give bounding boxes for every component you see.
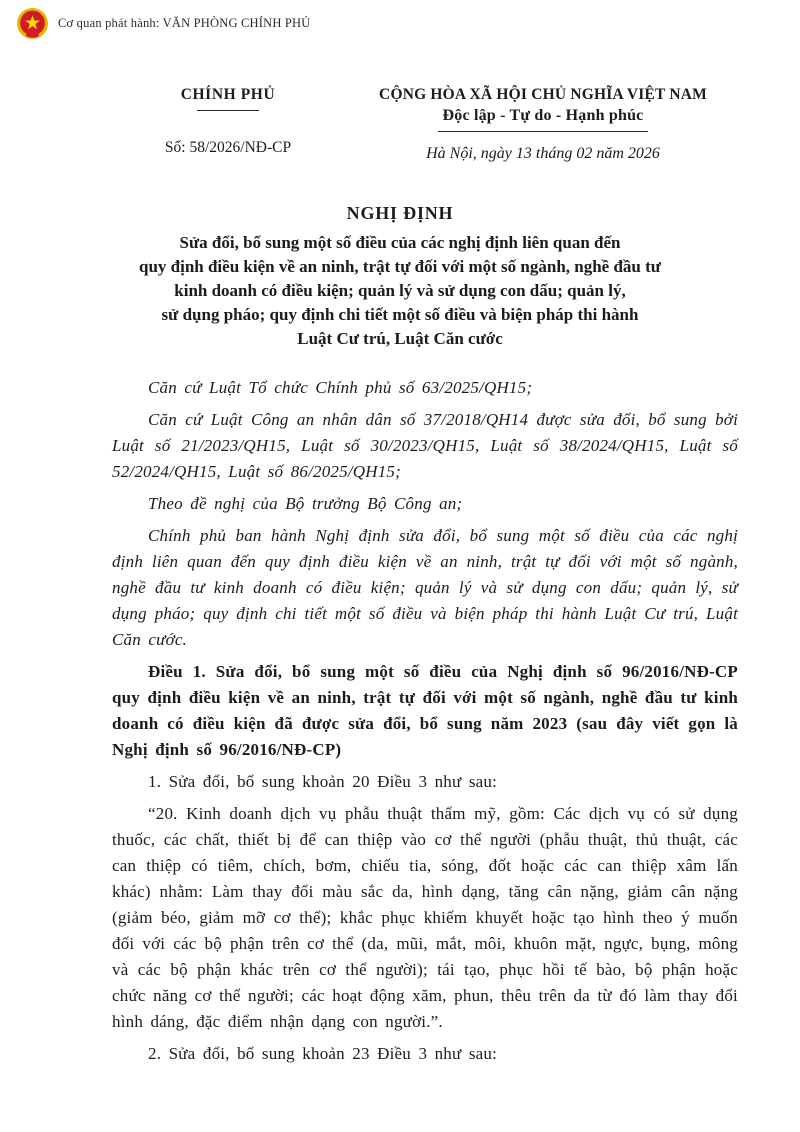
subject-line: kinh doanh có điều kiện; quản lý và sử dụng con dấu; quản lý, [174,281,626,300]
preamble-paragraph: Theo đề nghị của Bộ trưởng Bộ Công an; [148,494,463,513]
subject-line: Sửa đổi, bổ sung một số điều của các nghị định liên quan đến [179,233,621,252]
national-motto: Độc lập - Tự do - Hạnh phúc [442,107,644,124]
authority-underline [197,110,259,111]
clause-1-intro: 1. Sửa đổi, bổ sung khoản 20 Điều 3 như sau: [148,772,498,791]
document-subject [0,231,800,351]
article-1-heading: Điều 1. Sửa đổi, bổ sung một số điều của Nghị định số 96/2016/NĐ-CP quy định điều kiện về an ninh, trật tự đối với một số ngành, nghề đầu tư kinh doanh có điều kiện đã được sửa đổi, bổ sung năm 2023 (sau đây viết gọn là Nghị định số 96/2016/NĐ-CP) [112,662,738,759]
document-body [112,375,738,1067]
clause-2-intro: 2. Sửa đổi, bổ sung khoản 23 Điều 3 như sau: [148,1044,498,1063]
subject-line: sử dụng pháo; quy định chi tiết một số điều và biện pháp thi hành [161,305,639,324]
issuing-authority: CHÍNH PHỦ [180,86,276,103]
header-right-column [356,86,730,163]
motto-underline [438,131,648,132]
document-title [0,203,800,351]
document-header [0,86,800,163]
document-number: Số: 58/2026/NĐ-CP [164,139,292,156]
national-title: CỘNG HÒA XÃ HỘI CHỦ NGHĨA VIỆT NAM [379,86,707,103]
publisher-banner [0,0,800,42]
preamble-paragraph: Căn cứ Luật Công an nhân dân số 37/2018/QH14 được sửa đổi, bổ sung bởi Luật số 21/2023/QH15, Luật số 30/2023/QH15, Luật số 38/2024/QH15, Luật số 52/2024/QH15, Luật số 86/2025/QH15; [112,410,738,481]
publisher-label: Cơ quan phát hành: VĂN PHÒNG CHÍNH PHỦ [58,16,311,30]
header-left-column [100,86,356,163]
vietnam-emblem-icon [16,7,49,40]
document-type: NGHỊ ĐỊNH [346,203,454,223]
subject-line: Luật Cư trú, Luật Căn cước [297,329,503,348]
subject-line: quy định điều kiện về an ninh, trật tự đối với một số ngành, nghề đầu tư [138,257,661,276]
preamble-paragraph: Chính phủ ban hành Nghị định sửa đổi, bổ sung một số điều của các nghị định liên quan đến quy định điều kiện về an ninh, trật tự đối với một số ngành, nghề đầu tư kinh doanh có điều kiện; quản lý và sử dụng con dấu; quản lý, sử dụng pháo; quy định chi tiết một số điều và biện pháp thi hành Luật Cư trú, Luật Căn cước. [112,526,738,649]
clause-1-text: “20. Kinh doanh dịch vụ phẫu thuật thẩm mỹ, gồm: Các dịch vụ có sử dụng thuốc, các chất, thiết bị để can thiệp vào cơ thể người (phẫu thuật, thủ thuật, các can thiệp có tiêm, chích, bơm, chiếu tia, sóng, đốt hoặc các can thiệp xâm lấn khác) nhằm: Làm thay đổi màu sắc da, hình dạng, tăng cân nặng, giảm cân nặng (giảm béo, giảm mỡ cơ thể); khắc phục khiếm khuyết hoặc tạo hình theo ý muốn đối với các bộ phận trên cơ thể (da, mũi, mắt, môi, khuôn mặt, ngực, bụng, mông và các bộ phận khác trên cơ thể người); tái tạo, phục hồi tế bào, bộ phận hoặc chức năng cơ thể người; các hoạt động xăm, phun, thêu trên da từ đó làm thay đổi hình dáng, đặc điểm nhận dạng con người.”. [112,804,738,1031]
place-and-date: Hà Nội, ngày 13 tháng 02 năm 2026 [426,145,660,162]
preamble-paragraph: Căn cứ Luật Tổ chức Chính phủ số 63/2025/QH15; [148,378,533,397]
